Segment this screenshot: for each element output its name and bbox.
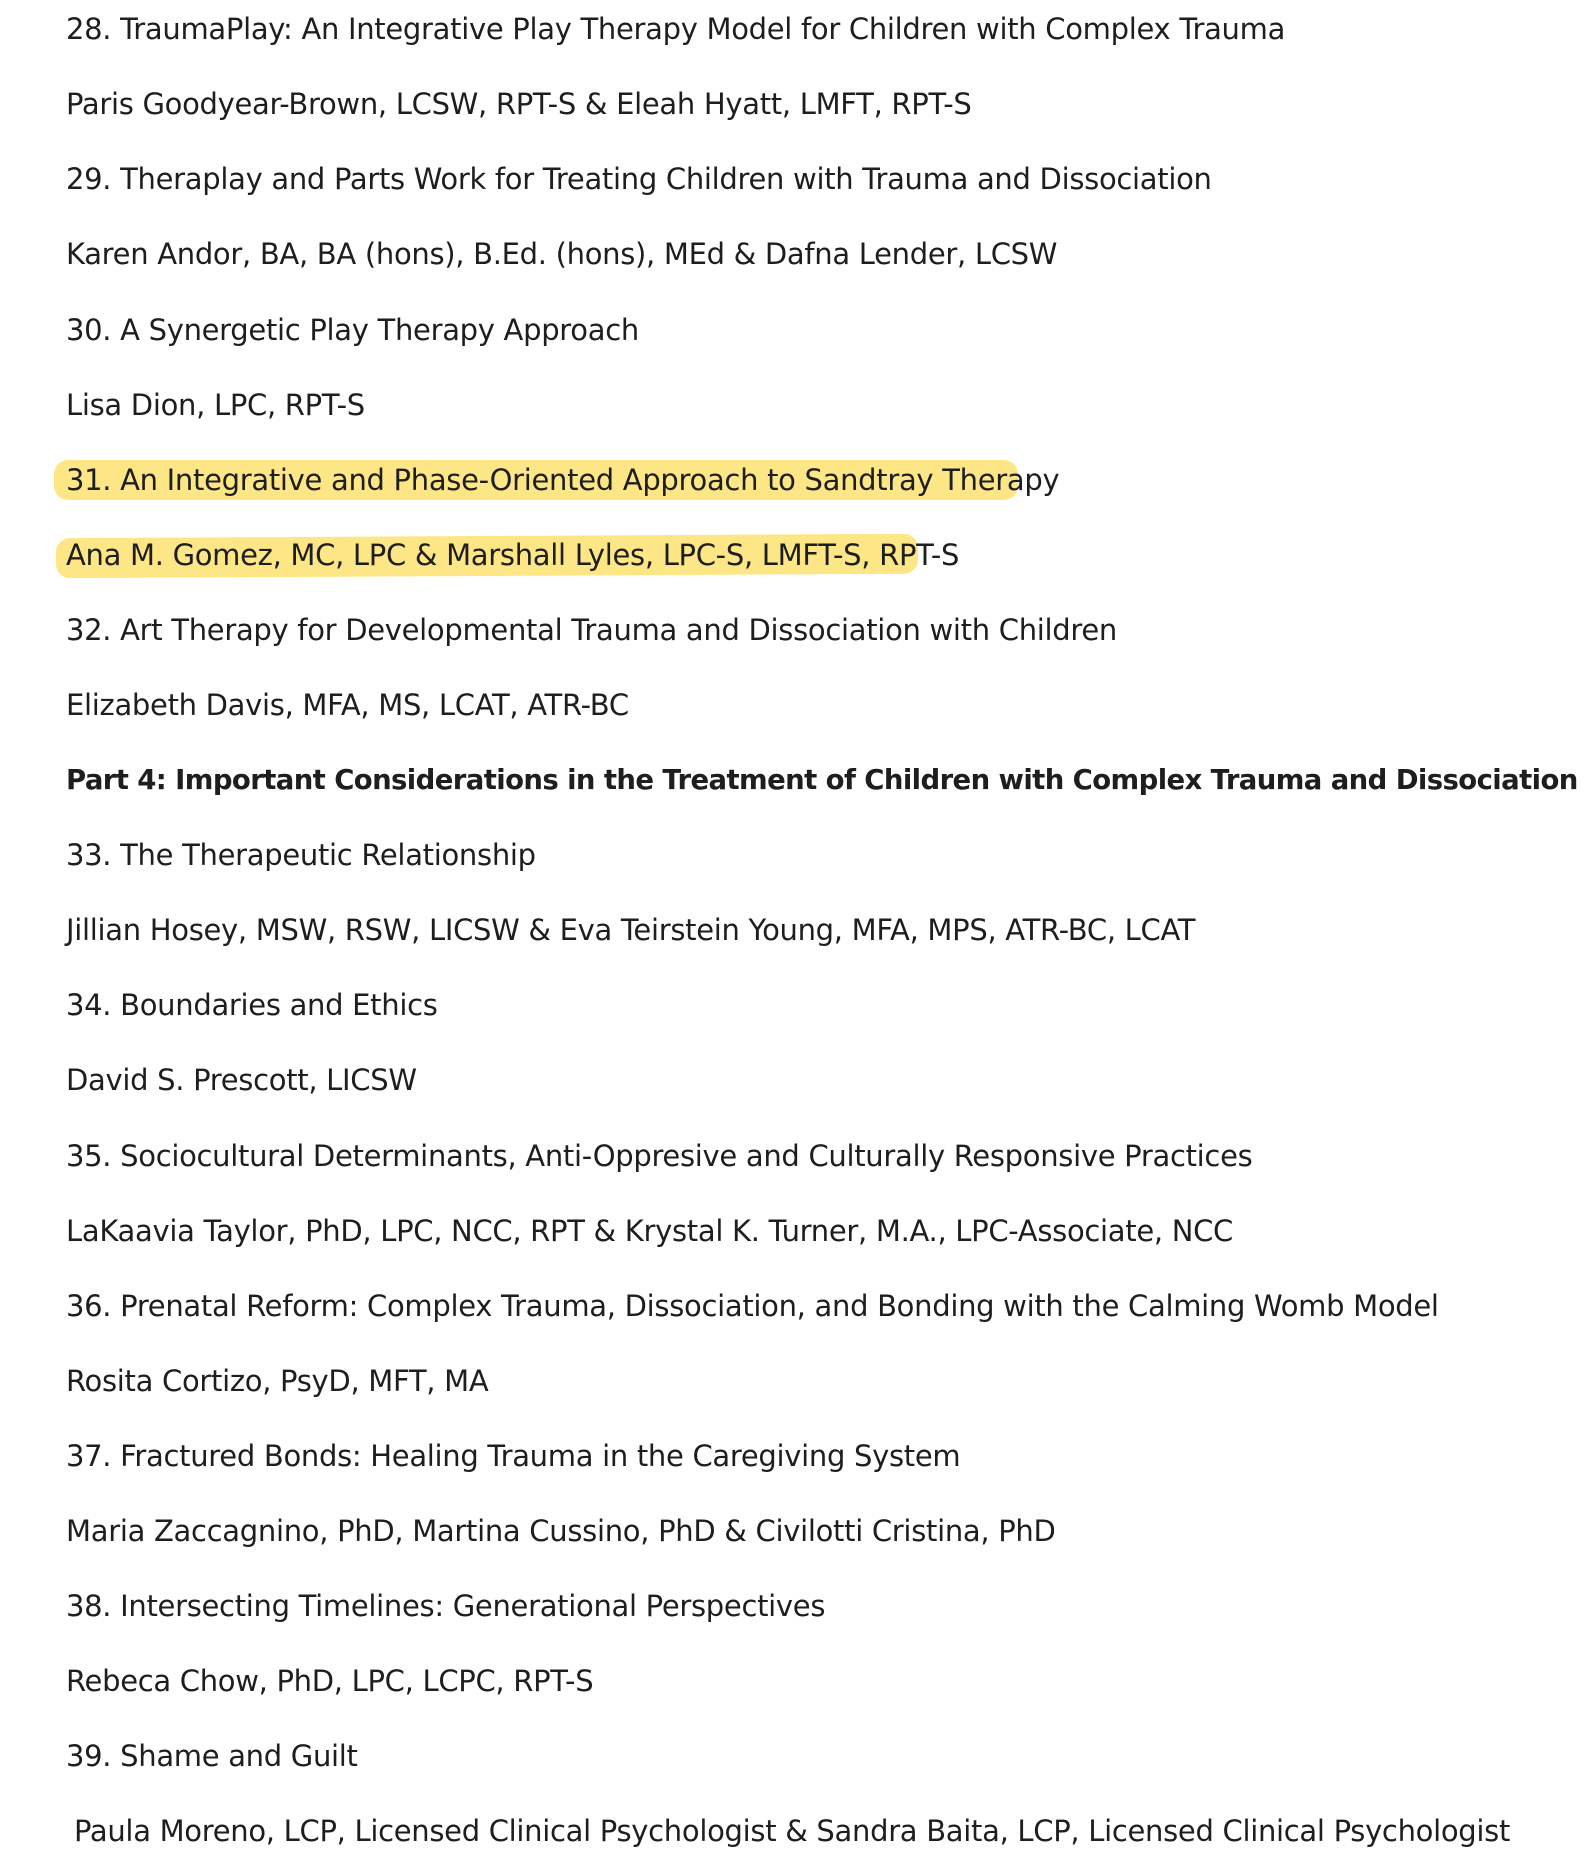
chapter-title: 34. Boundaries and Ethics (66, 988, 438, 1022)
chapter-title: 32. Art Therapy for Developmental Trauma and Dissociation with Children (66, 613, 1118, 647)
chapter-title: 39. Shame and Guilt (66, 1739, 358, 1773)
chapter-title: 36. Prenatal Reform: Complex Trauma, Dissociation, and Bonding with the Calming Womb Model (66, 1289, 1439, 1323)
chapter-title: 29. Theraplay and Parts Work for Treating Children with Trauma and Dissociation (66, 162, 1212, 196)
chapter-authors: Paula Moreno, LCP, Licensed Clinical Psychologist & Sandra Baita, LCP, Licensed Clinical Psychologist (74, 1814, 1511, 1848)
chapter-authors: LaKaavia Taylor, PhD, LPC, NCC, RPT & Krystal K. Turner, M.A., LPC-Associate, NCC (66, 1214, 1234, 1248)
chapter-authors: David S. Prescott, LICSW (66, 1063, 417, 1097)
chapter-authors: Maria Zaccagnino, PhD, Martina Cussino, PhD & Civilotti Cristina, PhD (66, 1514, 1056, 1548)
chapter-title-highlighted: 31. An Integrative and Phase-Oriented Approach to Sandtray Therapy (66, 463, 1060, 497)
chapter-title: 28. TraumaPlay: An Integrative Play Therapy Model for Children with Complex Trauma (66, 12, 1286, 46)
chapter-authors-highlighted: Ana M. Gomez, MC, LPC & Marshall Lyles, LPC-S, LMFT-S, RPT-S (66, 538, 960, 572)
chapter-title: 33. The Therapeutic Relationship (66, 838, 536, 872)
chapter-authors: Karen Andor, BA, BA (hons), B.Ed. (hons), MEd & Dafna Lender, LCSW (66, 237, 1058, 271)
chapter-title: 30. A Synergetic Play Therapy Approach (66, 313, 639, 347)
chapter-authors: Jillian Hosey, MSW, RSW, LICSW & Eva Teirstein Young, MFA, MPS, ATR-BC, LCAT (66, 913, 1196, 947)
chapter-title: 37. Fractured Bonds: Healing Trauma in the Caregiving System (66, 1439, 961, 1473)
chapter-authors: Lisa Dion, LPC, RPT-S (66, 388, 365, 422)
chapter-title: 35. Sociocultural Determinants, Anti-Oppresive and Culturally Responsive Practices (66, 1139, 1253, 1173)
chapter-authors: Paris Goodyear-Brown, LCSW, RPT-S & Eleah Hyatt, LMFT, RPT-S (66, 87, 972, 121)
chapter-authors: Rebeca Chow, PhD, LPC, LCPC, RPT-S (66, 1664, 594, 1698)
chapter-authors: Rosita Cortizo, PsyD, MFT, MA (66, 1364, 489, 1398)
part-heading: Part 4: Important Considerations in the Treatment of Children with Complex Trauma and Dissociation (66, 764, 1578, 796)
chapter-title: 38. Intersecting Timelines: Generational Perspectives (66, 1589, 826, 1623)
chapter-authors: Elizabeth Davis, MFA, MS, LCAT, ATR-BC (66, 688, 629, 722)
